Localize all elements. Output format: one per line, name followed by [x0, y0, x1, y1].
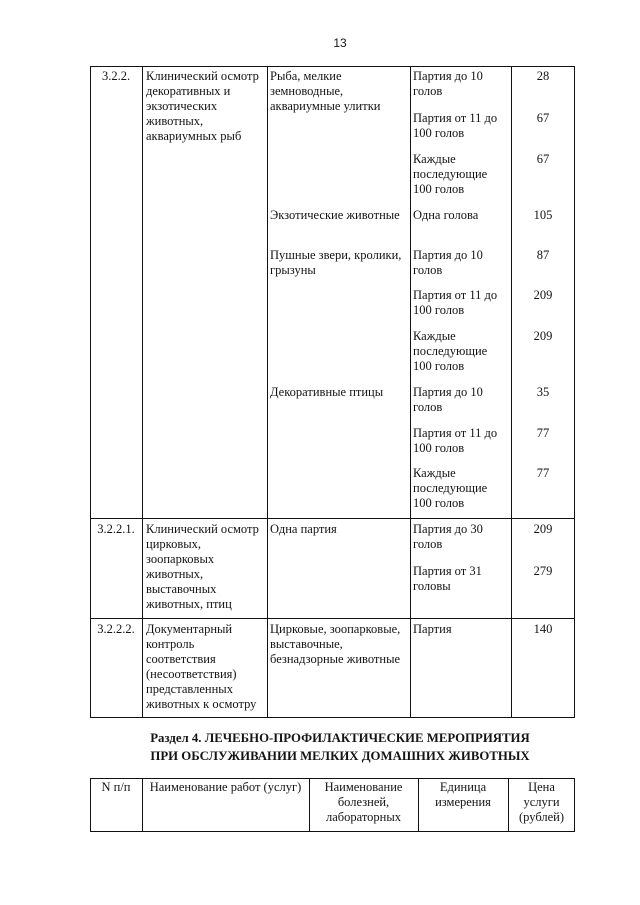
price-cell: 140: [533, 622, 553, 636]
animal-group: Пушные звери, кролики, грызуны: [270, 248, 402, 277]
unit-cell: Партия от 11 до 100 голов: [413, 426, 498, 455]
price-cell: 279: [533, 564, 553, 578]
unit-cell: Партия от 11 до 100 голов: [413, 111, 498, 140]
header-diseases: Наименование болезней, лабораторных: [324, 780, 403, 824]
column-divider: [142, 67, 143, 717]
price-cell: 209: [533, 522, 553, 536]
service-name: Документарный контроль соответствия (несоответствия) представленных животных к осмотру: [146, 622, 257, 711]
unit-cell: Одна голова: [413, 208, 479, 222]
unit-cell: Партия: [413, 622, 452, 636]
price-cell: 105: [533, 208, 553, 222]
price-cell: 209: [533, 329, 553, 343]
row-divider: [91, 518, 574, 519]
animal-group: Цирковые, зоопарковые, выставочные, безнадзорные животные: [270, 622, 401, 666]
row-number: 3.2.2.: [101, 69, 131, 83]
price-cell: 87: [536, 248, 550, 262]
price-cell: 67: [536, 111, 550, 125]
section-heading-line: ПРИ ОБСЛУЖИВАНИИ МЕЛКИХ ДОМАШНИХ ЖИВОТНЫХ: [150, 749, 530, 763]
header-number: N п/п: [101, 780, 131, 794]
price-cell: 28: [536, 69, 550, 83]
row-number: 3.2.2.2.: [97, 622, 135, 636]
unit-cell: Партия до 10 голов: [413, 385, 483, 414]
unit-cell: Партия от 31 головы: [413, 564, 482, 593]
service-name: Клинический осмотр декоративных и экзотических животных, аквариумных рыб: [146, 69, 259, 143]
price-cell: 209: [533, 288, 553, 302]
unit-cell: Партия от 11 до 100 голов: [413, 288, 498, 317]
column-divider: [410, 67, 411, 717]
price-cell: 67: [536, 152, 550, 166]
animal-group: Экзотические животные: [270, 208, 400, 222]
service-name: Клинический осмотр цирковых, зоопарковых животных, выставочных животных, птиц: [146, 522, 259, 611]
unit-cell: Каждые последующие 100 голов: [413, 152, 488, 196]
unit-cell: Каждые последующие 100 голов: [413, 329, 488, 373]
header-service-name: Наименование работ (услуг): [149, 780, 302, 794]
unit-cell: Партия до 10 голов: [413, 248, 483, 277]
price-cell: 77: [536, 466, 550, 480]
animal-group: Рыба, мелкие земноводные, аквариумные улитки: [270, 69, 381, 113]
animal-group: Одна партия: [270, 522, 337, 536]
animal-group: Декоративные птицы: [270, 385, 384, 399]
price-cell: 77: [536, 426, 550, 440]
section-heading: [90, 729, 590, 765]
header-unit: Единица измерения: [435, 780, 491, 809]
column-divider: [267, 67, 268, 717]
row-number: 3.2.2.1.: [97, 522, 135, 536]
unit-cell: Партия до 30 голов: [413, 522, 483, 551]
price-cell: 35: [536, 385, 550, 399]
unit-cell: Каждые последующие 100 голов: [413, 466, 488, 510]
header-price: Цена услуги (рублей): [518, 780, 565, 824]
unit-cell: Партия до 10 голов: [413, 69, 483, 98]
section-heading-line: Раздел 4. ЛЕЧЕБНО-ПРОФИЛАКТИЧЕСКИЕ МЕРОПРИЯТИЯ: [150, 731, 530, 745]
row-divider: [91, 618, 574, 619]
page-number: 13: [333, 36, 347, 50]
